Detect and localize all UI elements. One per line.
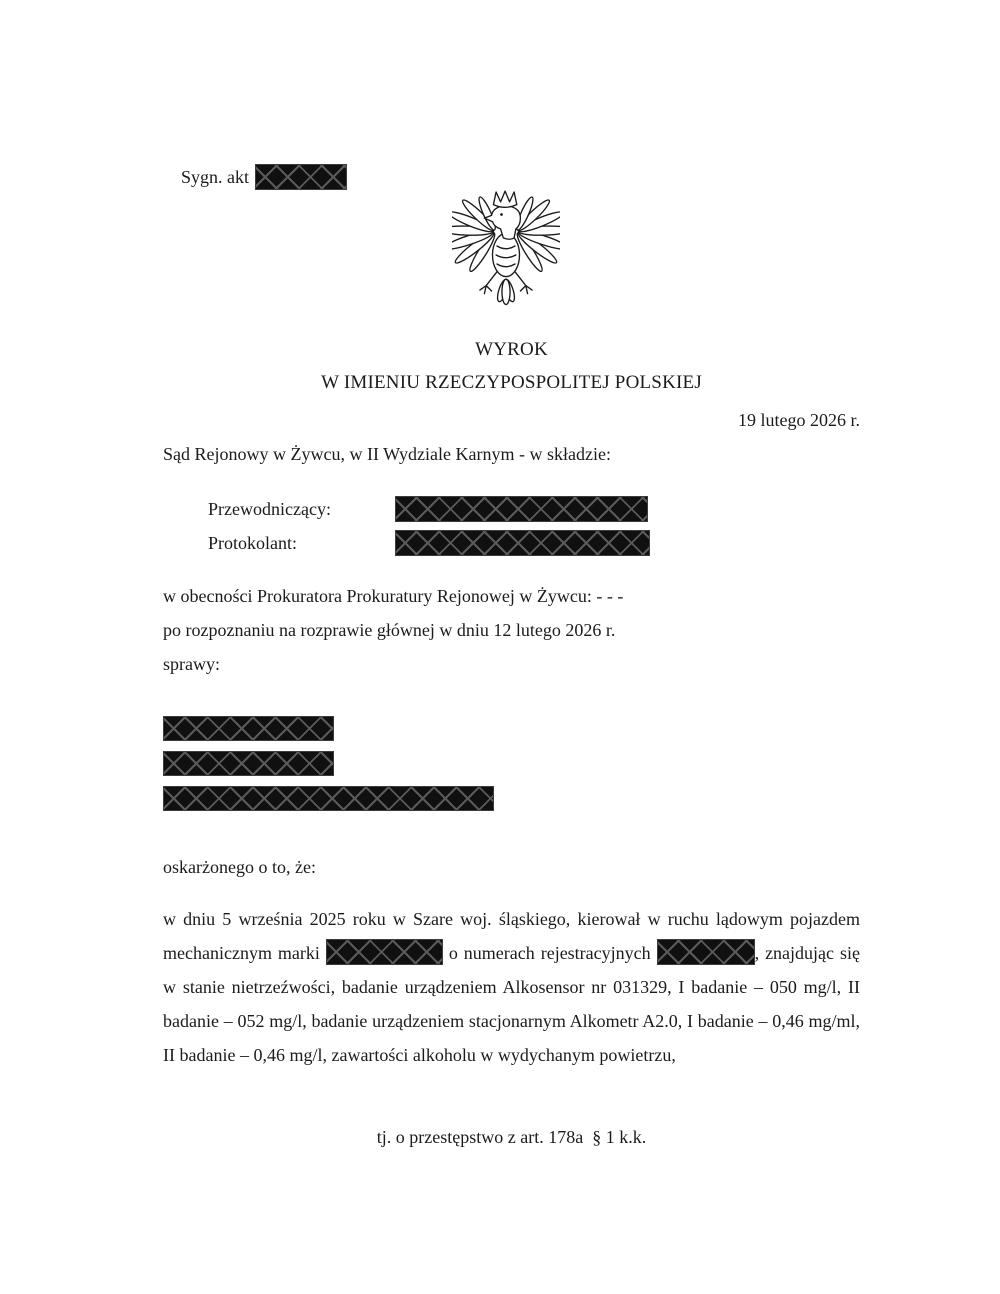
judgment-title: WYROK (475, 339, 548, 360)
eagle-right-wing (514, 196, 560, 274)
eagle-tail (495, 278, 516, 304)
redaction-block (163, 716, 334, 741)
presiding-judge-row (0, 496, 1000, 522)
defendant-identity-redactions (163, 716, 494, 821)
judgment-date: 19 lutego 2026 r. (738, 410, 860, 430)
eagle-left-wing (452, 196, 498, 274)
redaction-block (255, 164, 347, 190)
charge-paragraph: w dniu 5 września 2025 roku w Szare woj. śląskiego, kierował w ruchu lądowym pojazdem mechanicznym marki o numerach rejestracyjnych , znajdując się w stanie nietrzeźwości, badanie urządzeniem Alkosensor nr 031329, I badanie – 050 mg/l, II badanie – 052 mg/l, badanie urządzeniem stacjonarnym Alkometr A2.0, I badanie – 0,46 mg/ml, II badanie – 0,46 mg/l, zawartości alkoholu w wydychanym powietrzu, (163, 909, 860, 1065)
court-clerk-label: Protokolant: (208, 533, 297, 553)
case-reference-line (163, 144, 347, 210)
redaction-block (395, 530, 650, 556)
case-intro-line: sprawy: (163, 654, 220, 674)
polish-eagle-emblem (452, 185, 560, 307)
presiding-judge-label: Przewodniczący: (208, 499, 331, 519)
redaction-block (163, 751, 334, 776)
redaction-block (326, 939, 443, 965)
charge-intro-line: oskarżonego o to, że: (163, 857, 316, 877)
eagle-crown (493, 191, 516, 207)
redaction-block (657, 939, 755, 965)
redaction-block (395, 496, 648, 522)
prosecutor-attendance-line: w obecności Prokuratora Prokuratury Rejonowej w Żywcu: - - - (163, 586, 624, 606)
court-clerk-row (0, 530, 1000, 556)
eagle-eye (500, 213, 503, 216)
legal-classification-line: tj. o przestępstwo z art. 178a § 1 k.k. (376, 1127, 647, 1147)
redaction-block (163, 786, 494, 811)
court-composition-line: Sąd Rejonowy w Żywcu, w II Wydziale Karnym - w składzie: (163, 444, 611, 464)
hearing-date-line: po rozpoznaniu na rozprawie głównej w dniu 12 lutego 2026 r. (163, 620, 616, 640)
case-reference-label: Sygn. akt (181, 167, 250, 187)
judgment-subtitle: W IMIENIU RZECZYPOSPOLITEJ POLSKIEJ (321, 372, 702, 393)
